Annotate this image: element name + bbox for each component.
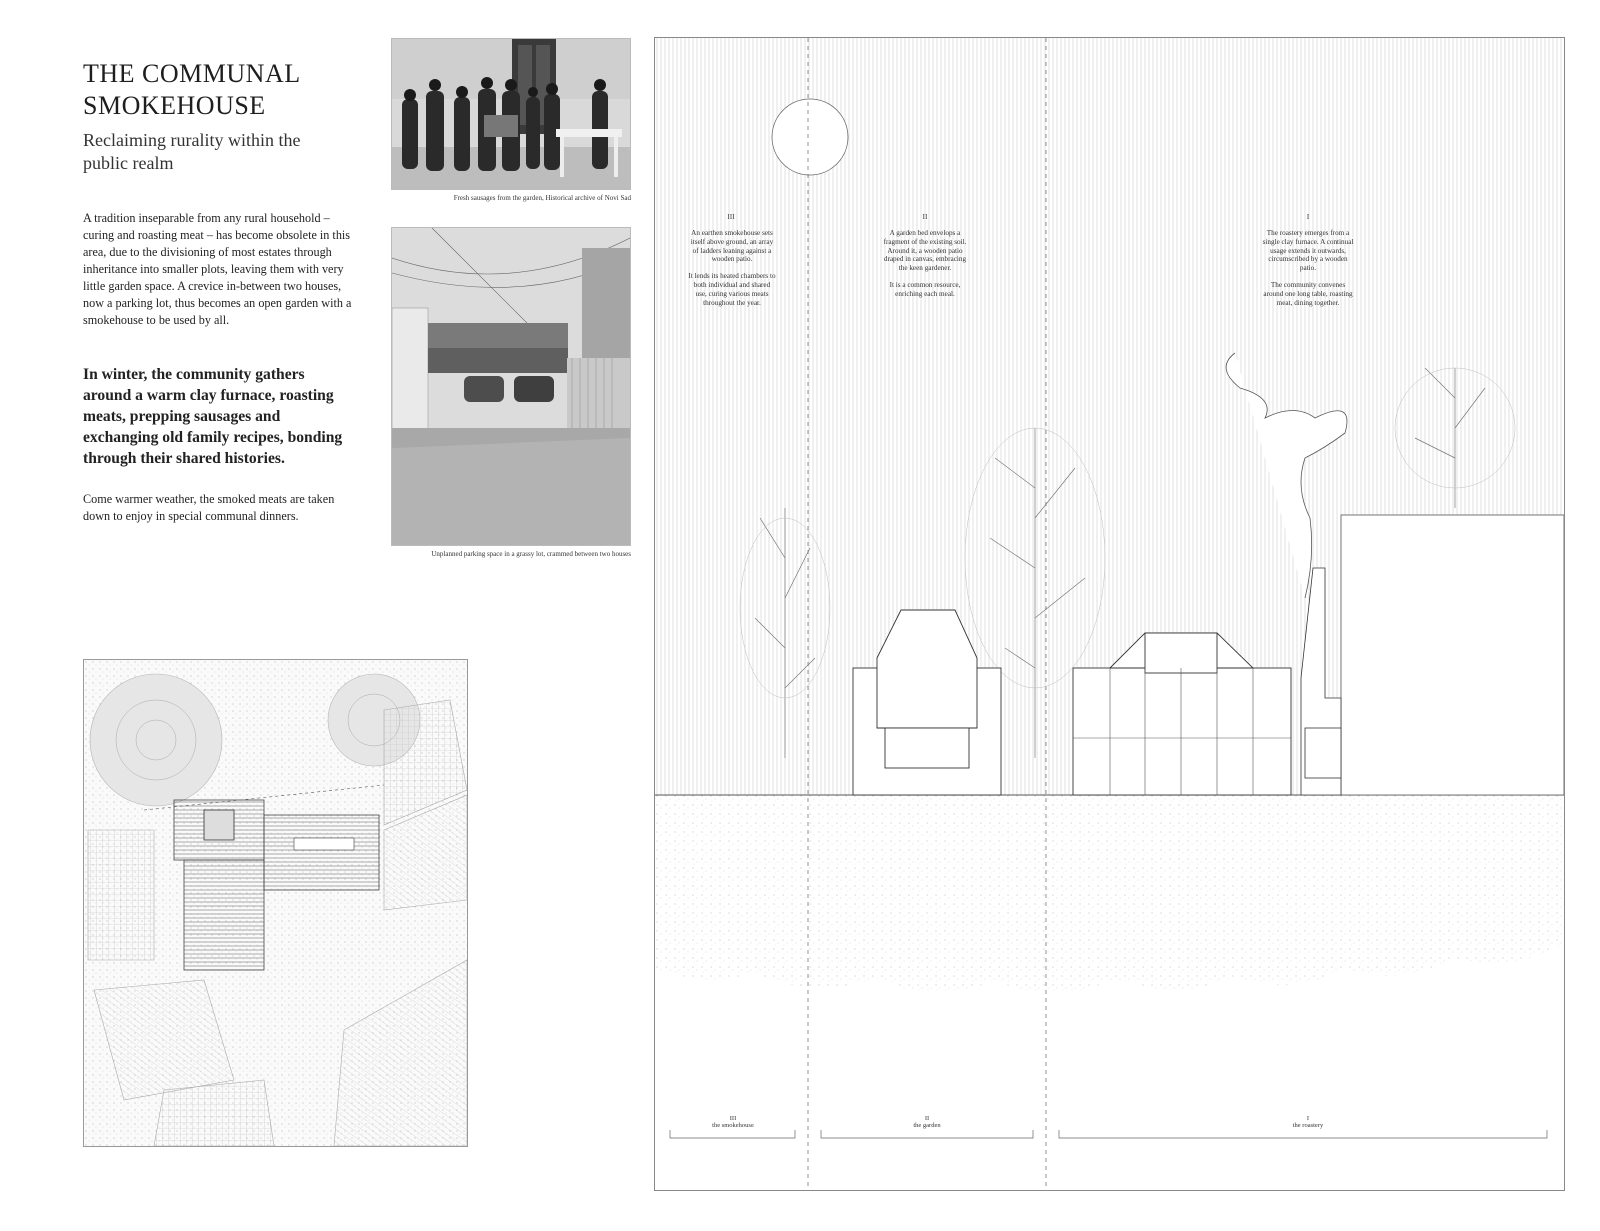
parking-lot-photo xyxy=(391,227,631,546)
smokehouse-description xyxy=(688,229,776,315)
column-numeral: I xyxy=(1306,212,1310,221)
parking-lot-photo-caption: Unplanned parking space in a grassy lot, crammed between two houses xyxy=(431,550,631,558)
title-line-2: SMOKEHOUSE xyxy=(83,91,266,120)
closing-paragraph: Come warmer weather, the smoked meats are taken down to enjoy in special communal dinners. xyxy=(83,492,335,523)
column-numeral: III xyxy=(727,212,735,221)
zone-label-smokehouse xyxy=(685,1115,781,1129)
zone-name: the roastery xyxy=(1292,1122,1324,1129)
title-line-1: THE COMMUNAL xyxy=(83,59,301,88)
intro-paragraph: A tradition inseparable from any rural household – curing and roasting meat – has become obsolete in this area, due to the divisioning of most estates through inheritance into smaller plots, leaving them with very little garden space. A crevice in-between two houses, now a parking lot, thus becomes an open garden with a smokehouse to be used by all. xyxy=(83,211,352,327)
roastery-description xyxy=(1261,229,1355,315)
garden-description-p2: It is a common resource, enriching each meal. xyxy=(889,280,961,298)
garden-description xyxy=(880,229,970,307)
smokehouse-description-p1: An earthen smokehouse sets itself above ground, an array of ladders leaning against a wooden patio. xyxy=(690,229,774,264)
zone-label-roastery xyxy=(1255,1115,1361,1129)
roastery-description-p2: The community convenes around one long table, roasting meat, dining together. xyxy=(1263,280,1353,307)
subtitle: Reclaiming rurality within the public realm xyxy=(83,130,301,173)
roastery-description-p1: The roastery emerges from a single clay furnace. A continual usage extends it outwards, circumscribed by a wooden patio. xyxy=(1262,229,1354,273)
garden-description-p1: A garden bed envelops a fragment of the existing soil. Around it, a wooden patio draped in canvas, embracing the keen gardener. xyxy=(883,229,967,273)
site-plan xyxy=(83,659,468,1147)
zone-numeral: III xyxy=(729,1115,737,1122)
zone-name: the garden xyxy=(913,1122,941,1129)
zone-name: the smokehouse xyxy=(712,1122,754,1129)
archive-photo-caption: Fresh sausages from the garden, Historical archive of Novi Sad xyxy=(453,194,631,202)
archive-photo xyxy=(391,38,631,190)
smokehouse-description-p2: It lends its heated chambers to both individual and shared use, curing various meats throughout the year. xyxy=(688,272,776,307)
page-title xyxy=(83,58,373,122)
emphasis-paragraph: In winter, the community gathers around a warm clay furnace, roasting meats, prepping sausages and exchanging old family recipes, bonding through their shared histories. xyxy=(83,366,343,467)
zone-numeral: I xyxy=(1306,1115,1310,1122)
section-drawing xyxy=(654,37,1565,1191)
zone-label-garden xyxy=(879,1115,975,1129)
column-numeral: II xyxy=(922,212,928,221)
zone-numeral: II xyxy=(924,1115,930,1122)
